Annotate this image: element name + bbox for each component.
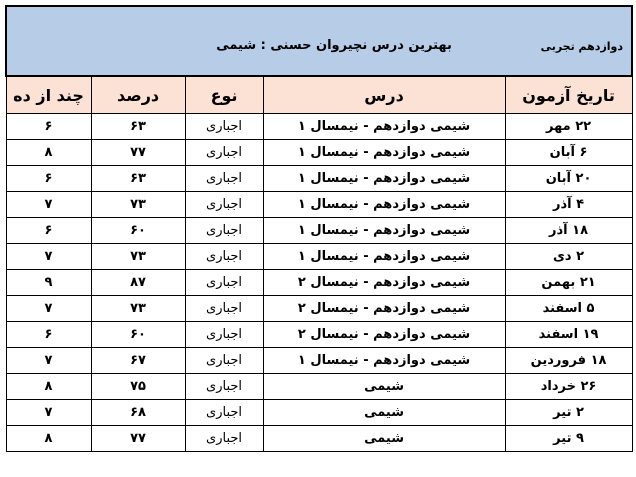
data-rows (6, 114, 632, 452)
cell-course: شیمی دوازدهم - نیمسال ۱ (263, 166, 505, 192)
cell-percent: ۶۰ (91, 322, 185, 348)
table-row (6, 244, 632, 270)
column-header-row (6, 76, 632, 114)
cell-score: ۶ (6, 114, 91, 140)
table-row (6, 270, 632, 296)
cell-score: ۹ (6, 270, 91, 296)
cell-percent: ۶۳ (91, 114, 185, 140)
grade-label: دوازدهم تجربی (540, 40, 624, 53)
cell-score: ۸ (6, 374, 91, 400)
table-row (6, 400, 632, 426)
page-title: بهترین درس نچیروان حسنی : شیمی (216, 38, 452, 53)
table-row (6, 166, 632, 192)
cell-course: شیمی دوازدهم - نیمسال ۱ (263, 348, 505, 374)
cell-type: اجباری (185, 348, 263, 374)
cell-percent: ۶۳ (91, 166, 185, 192)
cell-course: شیمی (263, 374, 505, 400)
cell-type: اجباری (185, 322, 263, 348)
cell-percent: ۷۳ (91, 192, 185, 218)
column-header-score: چند از ده (6, 76, 91, 114)
cell-score: ۷ (6, 192, 91, 218)
table-row (6, 348, 632, 374)
cell-course: شیمی دوازدهم - نیمسال ۱ (263, 114, 505, 140)
cell-type: اجباری (185, 270, 263, 296)
cell-date: ۱۸ آذر (505, 218, 632, 244)
cell-percent: ۷۷ (91, 426, 185, 452)
score-sheet (5, 5, 631, 472)
cell-type: اجباری (185, 166, 263, 192)
cell-date: ۲۶ خرداد (505, 374, 632, 400)
cell-course: شیمی دوازدهم - نیمسال ۱ (263, 244, 505, 270)
cell-score: ۷ (6, 244, 91, 270)
title-row (6, 6, 632, 76)
cell-course: شیمی دوازدهم - نیمسال ۲ (263, 296, 505, 322)
cell-score: ۶ (6, 218, 91, 244)
cell-date: ۱۸ فروردین (505, 348, 632, 374)
cell-type: اجباری (185, 218, 263, 244)
cell-course: شیمی (263, 426, 505, 452)
column-header-course: درس (263, 76, 505, 114)
column-header-percent: درصد (91, 76, 185, 114)
cell-date: ۲۱ بهمن (505, 270, 632, 296)
table-body (6, 6, 632, 114)
table-row (6, 296, 632, 322)
cell-type: اجباری (185, 140, 263, 166)
cell-score: ۸ (6, 140, 91, 166)
table-row (6, 114, 632, 140)
cell-date: ۹ تیر (505, 426, 632, 452)
cell-type: اجباری (185, 400, 263, 426)
cell-percent: ۶۸ (91, 400, 185, 426)
exam-results-table (5, 5, 633, 452)
cell-score: ۶ (6, 166, 91, 192)
cell-course: شیمی دوازدهم - نیمسال ۲ (263, 322, 505, 348)
column-header-date: تاریخ آزمون (505, 76, 632, 114)
cell-percent: ۷۵ (91, 374, 185, 400)
cell-percent: ۷۳ (91, 296, 185, 322)
cell-percent: ۸۷ (91, 270, 185, 296)
cell-date: ۱۹ اسفند (505, 322, 632, 348)
table-row (6, 140, 632, 166)
cell-percent: ۶۷ (91, 348, 185, 374)
cell-course: شیمی دوازدهم - نیمسال ۲ (263, 270, 505, 296)
cell-type: اجباری (185, 114, 263, 140)
table-row (6, 374, 632, 400)
cell-course: شیمی دوازدهم - نیمسال ۱ (263, 218, 505, 244)
cell-score: ۷ (6, 296, 91, 322)
column-header-type: نوع (185, 76, 263, 114)
cell-type: اجباری (185, 374, 263, 400)
cell-type: اجباری (185, 192, 263, 218)
cell-percent: ۷۷ (91, 140, 185, 166)
cell-score: ۷ (6, 348, 91, 374)
cell-score: ۶ (6, 322, 91, 348)
cell-score: ۸ (6, 426, 91, 452)
table-row (6, 322, 632, 348)
cell-score: ۷ (6, 400, 91, 426)
cell-type: اجباری (185, 296, 263, 322)
cell-date: ۶ آبان (505, 140, 632, 166)
cell-course: شیمی دوازدهم - نیمسال ۱ (263, 140, 505, 166)
cell-date: ۲ دی (505, 244, 632, 270)
cell-date: ۲۰ آبان (505, 166, 632, 192)
cell-course: شیمی دوازدهم - نیمسال ۱ (263, 192, 505, 218)
cell-date: ۲ تیر (505, 400, 632, 426)
cell-type: اجباری (185, 426, 263, 452)
cell-type: اجباری (185, 244, 263, 270)
title-cell (6, 6, 632, 76)
cell-percent: ۶۰ (91, 218, 185, 244)
table-row (6, 192, 632, 218)
table-row (6, 426, 632, 452)
cell-date: ۴ آذر (505, 192, 632, 218)
table-row (6, 218, 632, 244)
cell-date: ۵ اسفند (505, 296, 632, 322)
cell-course: شیمی (263, 400, 505, 426)
cell-date: ۲۲ مهر (505, 114, 632, 140)
cell-percent: ۷۳ (91, 244, 185, 270)
